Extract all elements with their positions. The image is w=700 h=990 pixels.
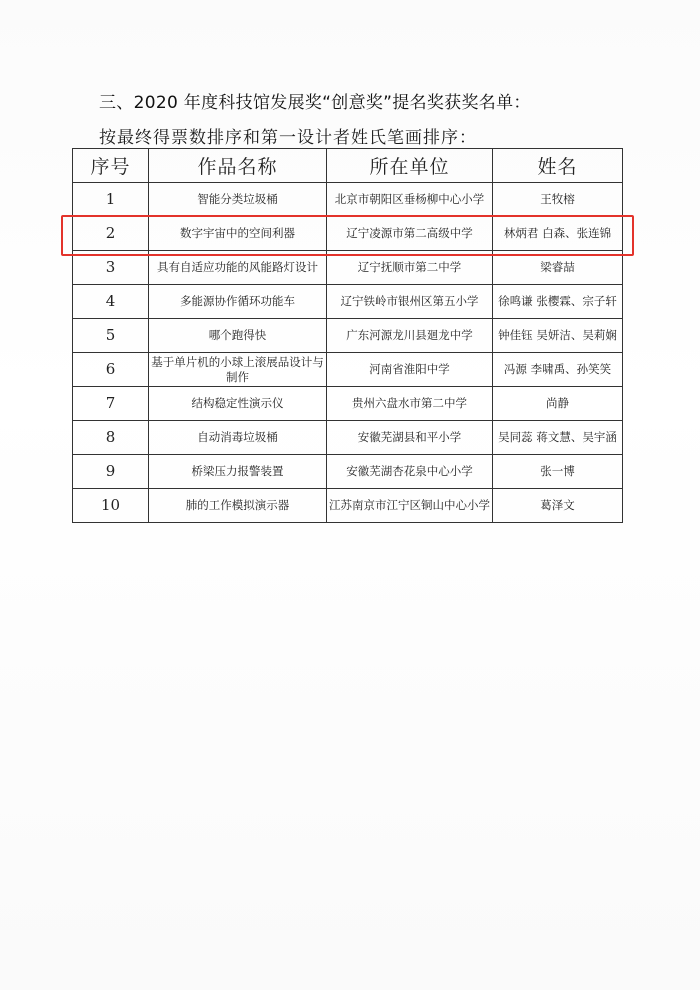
table-row xyxy=(73,353,623,387)
row-number: 7 xyxy=(73,387,149,421)
row-number: 3 xyxy=(73,251,149,285)
row-unit: 贵州六盘水市第二中学 xyxy=(327,387,493,421)
row-work-title: 哪个跑得快 xyxy=(149,319,327,353)
section-heading: 三、2020 年度科技馆发展奖“创意奖”提名奖获奖名单： xyxy=(99,93,531,113)
awards-table xyxy=(72,148,623,523)
row-name: 王牧榕 xyxy=(493,183,623,217)
row-number: 6 xyxy=(73,353,149,387)
table-row xyxy=(73,251,623,285)
row-number: 4 xyxy=(73,285,149,319)
table-row xyxy=(73,319,623,353)
table-row xyxy=(73,421,623,455)
table-header-row xyxy=(73,149,623,183)
row-number: 2 xyxy=(73,217,149,251)
row-name: 葛泽文 xyxy=(493,489,623,523)
row-work-title: 具有自适应功能的风能路灯设计 xyxy=(149,251,327,285)
header-number: 序号 xyxy=(73,149,149,183)
row-name: 张一博 xyxy=(493,455,623,489)
row-name: 徐鸣谦 张樱霖、宗子轩 xyxy=(493,285,623,319)
row-unit: 广东河源龙川县廻龙中学 xyxy=(327,319,493,353)
row-unit: 辽宁凌源市第二高级中学 xyxy=(327,217,493,251)
row-work-title: 肺的工作模拟演示器 xyxy=(149,489,327,523)
row-unit: 安徽芜湖杏花泉中心小学 xyxy=(327,455,493,489)
row-unit: 辽宁抚顺市第二中学 xyxy=(327,251,493,285)
table-row-highlighted xyxy=(73,217,623,251)
row-unit: 安徽芜湖县和平小学 xyxy=(327,421,493,455)
row-work-title: 桥梁压力报警装置 xyxy=(149,455,327,489)
row-unit: 江苏南京市江宁区铜山中心小学 xyxy=(327,489,493,523)
row-work-title: 智能分类垃圾桶 xyxy=(149,183,327,217)
row-unit: 北京市朝阳区垂杨柳中心小学 xyxy=(327,183,493,217)
row-work-title: 结构稳定性演示仪 xyxy=(149,387,327,421)
table-row xyxy=(73,455,623,489)
table-row xyxy=(73,183,623,217)
row-name: 尚静 xyxy=(493,387,623,421)
row-number: 10 xyxy=(73,489,149,523)
table-row xyxy=(73,285,623,319)
row-name: 冯源 李啸禹、孙笑笑 xyxy=(493,353,623,387)
table-row xyxy=(73,387,623,421)
row-unit: 河南省淮阳中学 xyxy=(327,353,493,387)
row-unit: 辽宁铁岭市银州区第五小学 xyxy=(327,285,493,319)
header-unit: 所在单位 xyxy=(327,149,493,183)
table-row xyxy=(73,489,623,523)
row-number: 8 xyxy=(73,421,149,455)
header-name: 姓名 xyxy=(493,149,623,183)
row-name: 林炳君 白森、张连锦 xyxy=(493,217,623,251)
section-subheading: 按最终得票数排序和第一设计者姓氏笔画排序： xyxy=(99,128,477,148)
row-work-title: 自动消毒垃圾桶 xyxy=(149,421,327,455)
row-number: 5 xyxy=(73,319,149,353)
row-work-title: 基于单片机的小球上滚展品设计与制作 xyxy=(149,353,327,387)
row-number: 9 xyxy=(73,455,149,489)
row-work-title: 多能源协作循环功能车 xyxy=(149,285,327,319)
row-name: 梁睿喆 xyxy=(493,251,623,285)
header-work-title: 作品名称 xyxy=(149,149,327,183)
row-work-title: 数字宇宙中的空间利器 xyxy=(149,217,327,251)
row-name: 钟佳钰 吴妍洁、吴莉娴 xyxy=(493,319,623,353)
row-name: 吴同蕊 蒋文慧、吴宇涵 xyxy=(493,421,623,455)
row-number: 1 xyxy=(73,183,149,217)
